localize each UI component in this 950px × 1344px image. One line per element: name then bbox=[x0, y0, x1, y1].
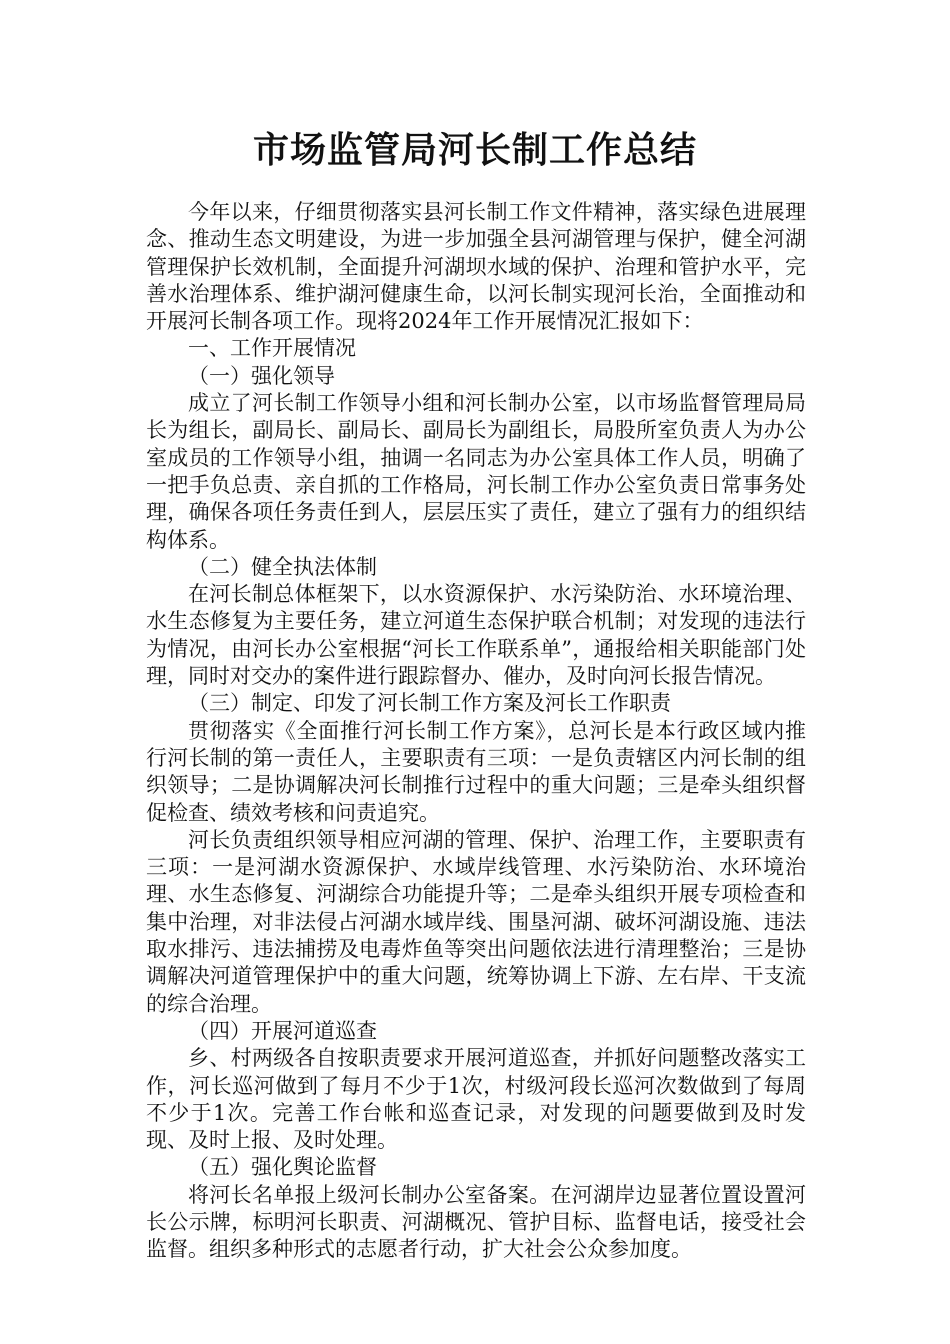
subsection-paragraph-2: 在河长制总体框架下，以水资源保护、水污染防治、水环境治理、水生态修复为主要任务，建立河道生态保护联合机制；对发现的违法行为情况，由河长办公室根据“河长工作联系单”，通报给相关职能部门处理，同时对交办的案件进行跟踪督办、催办，及时向河长报告情况。 bbox=[146, 582, 806, 689]
subsection-heading-5: （五）强化舆论监督 bbox=[188, 1155, 377, 1180]
subsection-paragraph-5: 将河长名单报上级河长制办公室备案。在河湖岸边显著位置设置河长公示牌，标明河长职责、河湖概况、管护目标、监督电话，接受社会监督。组织多种形式的志愿者行动，扩大社会公众参加度。 bbox=[146, 1182, 806, 1262]
subsection-paragraph-3a: 贯彻落实《全面推行河长制工作方案》，总河长是本行政区域内推行河长制的第一责任人，主要职责有三项：一是负责辖区内河长制的组织领导；二是协调解决河长制推行过程中的重大问题；三是牵头组织督促检查、绩效考核和问责追究。 bbox=[146, 718, 806, 825]
subsection-paragraph-1: 成立了河长制工作领导小组和河长制办公室，以市场监督管理局局长为组长，副局长、副局长、副局长为副组长，局股所室负责人为办公室成员的工作领导小组，抽调一名同志为办公室具体工作人员，明确了一把手负总责、亲自抓的工作格局，河长制工作办公室负责日常事务处理，确保各项任务责任到人，层层压实了责任，建立了强有力的组织结构体系。 bbox=[146, 391, 806, 552]
subsection-paragraph-3b: 河长负责组织领导相应河湖的管理、保护、治理工作，主要职责有三项：一是河湖水资源保护、水域岸线管理、水污染防治、水环境治理、水生态修复、河湖综合功能提升等；二是牵头组织开展专项检查和集中治理，对非法侵占河湖水域岸线、围垦河湖、破坏河湖设施、违法取水排污、违法捕捞及电毒炸鱼等突出问题依法进行清理整治；三是协调解决河道管理保护中的重大问题，统筹协调上下游、左右岸、干支流的综合治理。 bbox=[146, 827, 806, 1016]
subsection-heading-1: （一）强化领导 bbox=[188, 363, 335, 388]
intro-paragraph: 今年以来，仔细贯彻落实县河长制工作文件精神，落实绿色进展理念、推动生态文明建设，为进一步加强全县河湖管理与保护，健全河湖管理保护长效机制，全面提升河湖坝水域的保护、治理和管护水平，完善水治理体系、维护湖河健康生命，以河长制实现河长治，全面推动和开展河长制各项工作。现将2024年工作开展情况汇报如下： bbox=[146, 200, 806, 334]
section-heading-1: 一、工作开展情况 bbox=[188, 336, 356, 361]
document-title: 市场监管局河长制工作总结 bbox=[252, 130, 697, 171]
subsection-heading-4: （四）开展河道巡查 bbox=[188, 1018, 377, 1043]
subsection-heading-3: （三）制定、印发了河长制工作方案及河长工作职责 bbox=[188, 691, 671, 716]
document-body bbox=[146, 199, 806, 1264]
subsection-heading-2: （二）健全执法体制 bbox=[188, 554, 377, 579]
subsection-paragraph-4: 乡、村两级各自按职责要求开展河道巡查，并抓好问题整改落实工作，河长巡河做到了每月不少于1次，村级河段长巡河次数做到了每周不少于1次。完善工作台帐和巡查记录，对发现的问题要做到及时发现、及时上报、及时处理。 bbox=[146, 1046, 806, 1153]
